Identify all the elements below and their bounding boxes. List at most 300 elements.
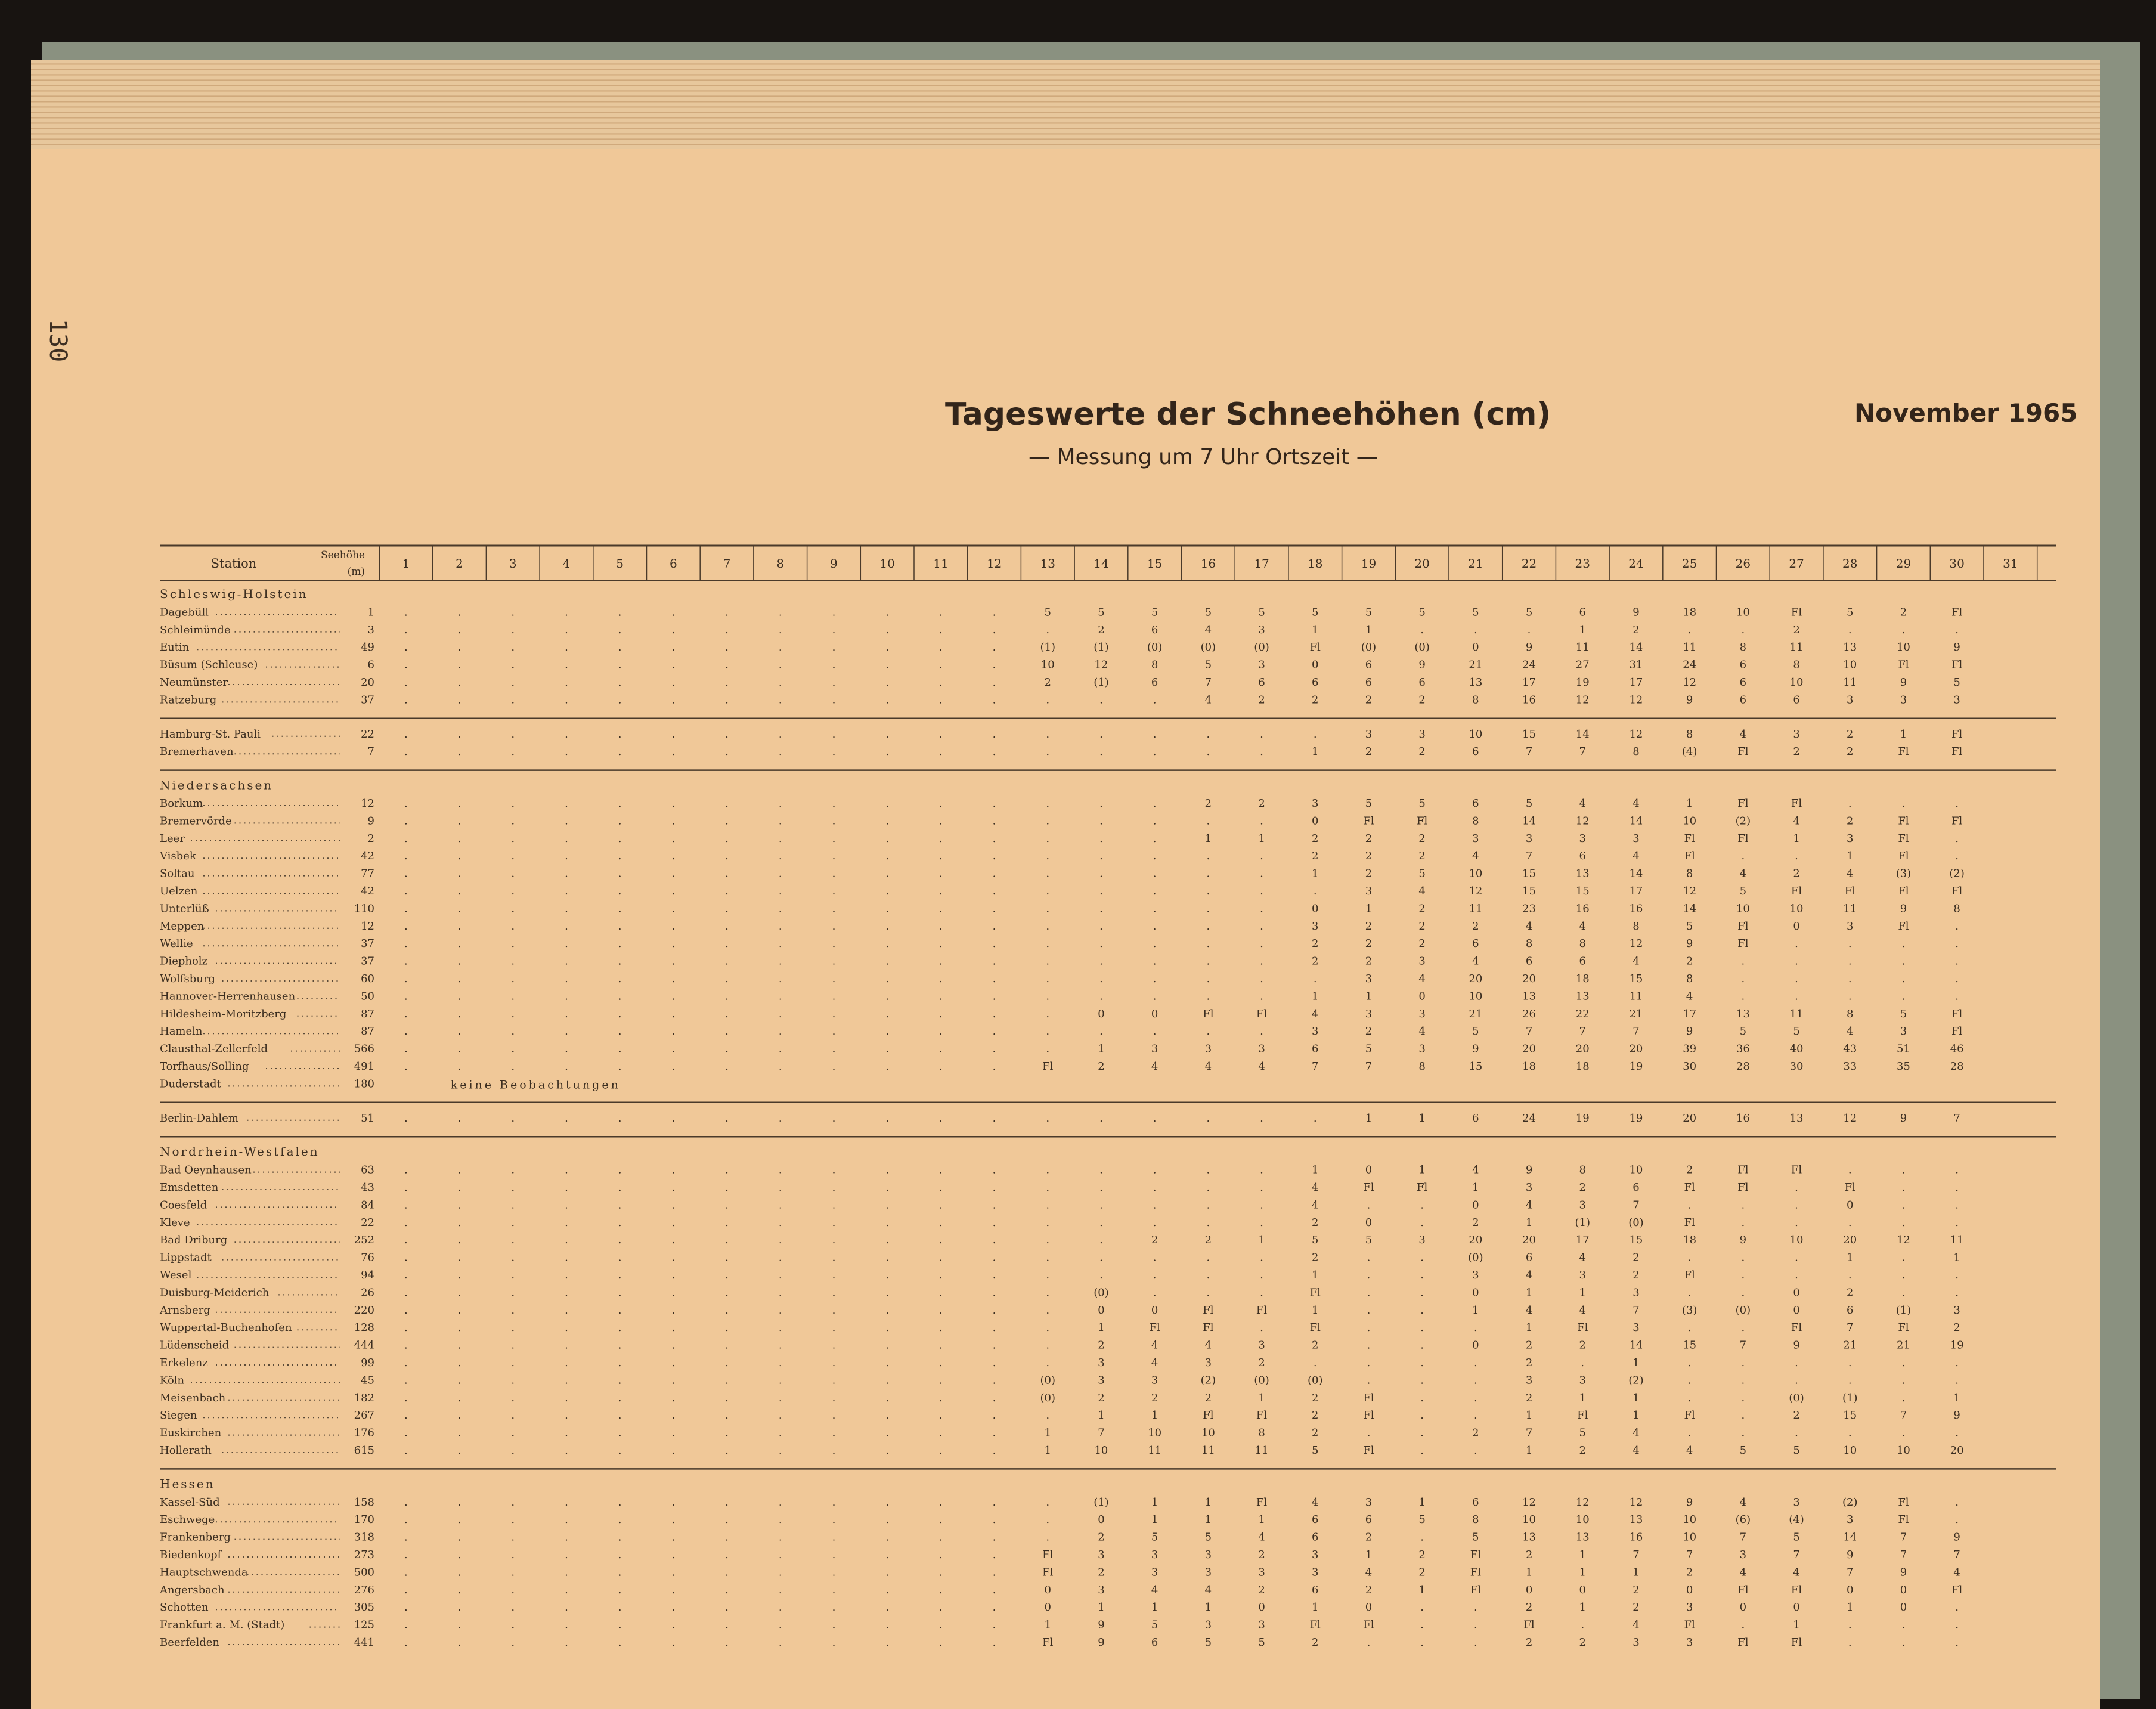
station-name: Uelzen [160,885,198,897]
snow-value: 0 [1579,1583,1586,1596]
snow-value: . [565,623,568,636]
snow-value: Fl [1951,885,1963,897]
station-elevation: 45 [361,1374,374,1387]
snow-value: 19 [1575,676,1590,689]
snow-value: 0 [1900,1601,1907,1614]
snow-value: 20 [1522,1234,1537,1247]
station-name: Bad Oeynhausen [160,1163,252,1177]
snow-value: (1) [1040,641,1055,654]
snow-value: . [1099,815,1103,828]
day-header-6: 6 [669,556,677,571]
station-name: Coesfeld [160,1199,207,1212]
snow-value: 27 [1575,658,1590,671]
snow-value: . [671,1339,676,1352]
station-elevation: 37 [361,937,374,951]
snow-value: 2 [1418,745,1426,758]
snow-value: . [1099,1163,1103,1177]
snow-value: . [885,1426,890,1439]
snow-value: Fl [1791,1321,1802,1335]
snow-value: . [511,1321,515,1335]
snow-value: 6 [1472,1496,1479,1509]
snow-value: . [992,1357,996,1369]
snow-value: Fl [1898,658,1909,671]
snow-value: (6) [1735,1513,1751,1527]
snow-value: 4 [1686,990,1693,1003]
snow-value: . [404,1042,408,1055]
snow-value: . [938,1496,943,1509]
snow-value: 5 [1312,1444,1319,1457]
snow-value: . [832,1391,836,1404]
snow-value: . [671,676,676,689]
snow-value: Fl [1898,1513,1909,1527]
station-name: Beerfelden [160,1636,219,1649]
snow-value: 11 [1843,902,1857,915]
snow-value: . [457,1321,461,1335]
snow-value: 10 [1789,902,1804,915]
snow-value: 2 [1258,1583,1265,1596]
snow-value: 7 [1847,1566,1854,1579]
snow-value: . [1367,1251,1371,1264]
snow-value: 1 [1847,1251,1854,1264]
snow-value: 2 [1365,693,1373,707]
snow-value: 0 [1686,1583,1693,1596]
snow-value: . [1046,1513,1050,1527]
snow-value: 10 [1469,990,1483,1003]
station-name: Arnsberg [160,1304,210,1317]
snow-value: . [938,1199,943,1212]
snow-value: 4 [1739,1496,1747,1509]
snow-value: . [1260,1216,1263,1229]
snow-value: 4 [1525,1304,1533,1317]
snow-value: . [404,1112,408,1125]
snow-value: . [885,1007,890,1020]
snow-value: . [511,1112,515,1125]
snow-value: . [1046,1531,1050,1544]
snow-value: . [1420,1269,1424,1281]
snow-value: 6 [1633,1181,1640,1194]
snow-value: . [1687,1199,1692,1212]
station-elevation: 87 [361,1007,374,1020]
snow-value: . [938,606,943,619]
snow-value: . [938,1549,943,1561]
snow-value: 3 [1793,727,1800,741]
snow-value: . [671,1181,676,1194]
snow-value: 3 [1204,1357,1212,1369]
snow-value: 6 [1472,937,1479,951]
snow-value: . [725,1042,729,1055]
snow-value: . [1848,1357,1852,1369]
snow-value: . [1581,1618,1585,1631]
snow-value: . [938,990,943,1003]
snow-value: 2 [1098,623,1105,636]
snow-value: . [511,1409,515,1422]
elevation-unit-header: (m) [347,566,365,578]
snow-value: 0 [1044,1583,1051,1596]
snow-value: . [1260,1112,1263,1125]
snow-value: 16 [1736,1112,1750,1125]
snow-value: 12 [1683,676,1697,689]
elevation-header: Seehöhe [321,549,365,561]
snow-value: . [1848,955,1852,968]
station-elevation: 305 [354,1601,374,1614]
snow-value: . [671,1531,676,1544]
snow-value: 4 [1204,693,1212,707]
day-header-10: 10 [879,556,895,571]
snow-value: . [1955,1636,1959,1649]
snow-value: . [1153,919,1157,933]
snow-value: . [1901,1181,1906,1194]
snow-value: 0 [1098,1007,1105,1020]
snow-value: 8 [1953,902,1960,915]
snow-value: . [671,797,676,810]
snow-value: . [404,1636,408,1649]
station-elevation: 87 [361,1025,374,1038]
snow-value: . [565,1426,568,1439]
snow-value: 3 [1365,1496,1373,1509]
snow-value: 20 [1683,1112,1697,1125]
snow-value: 8 [1418,1060,1426,1073]
snow-value: 5 [1044,606,1051,619]
snow-value: . [457,1391,461,1404]
snow-value: . [511,1042,515,1055]
station-elevation: 491 [354,1060,374,1073]
snow-value: . [618,815,622,828]
station-name: Wellie [160,937,193,951]
station-name: Duisburg-Meiderich [160,1286,270,1299]
snow-value: . [1153,1251,1157,1264]
snow-value: . [618,1339,622,1352]
snow-value: . [457,1426,461,1439]
snow-value: 3 [1633,1321,1640,1335]
station-name: Biedenkopf [160,1549,222,1561]
snow-value: 17 [1629,885,1643,897]
snow-value: 0 [1900,1583,1907,1596]
snow-value: . [1099,850,1103,863]
station-name: Ratzeburg [160,693,217,707]
snow-value: 5 [1418,1513,1426,1527]
snow-value: 12 [1683,885,1697,897]
snow-value: . [618,1636,622,1649]
snow-value: (2) [1200,1374,1216,1387]
snow-value: . [404,1513,408,1527]
snow-value: . [992,1566,996,1579]
snow-value: . [1153,902,1157,915]
snow-value: 10 [1789,1234,1804,1247]
station-elevation: 3 [367,623,374,636]
snow-value: 2 [1098,1060,1105,1073]
snow-value: 6 [1525,1251,1533,1264]
snow-value: . [992,937,996,951]
snow-value: . [404,1181,408,1194]
snow-value: Fl [1256,1007,1268,1020]
snow-value: 10 [1789,676,1804,689]
snow-value: 1 [1847,1601,1854,1614]
snow-value: . [885,623,890,636]
snow-value: 2 [1098,1391,1105,1404]
snow-value: . [404,1304,408,1317]
snow-value: . [1153,885,1157,897]
snow-value: 1 [1258,1234,1265,1247]
snow-value: 9 [1633,606,1640,619]
snow-value: 11 [1683,641,1697,654]
snow-value: Fl [1363,1181,1374,1194]
snow-value: . [618,832,622,845]
station-elevation: 22 [361,727,374,741]
snow-value: 3 [1365,885,1373,897]
snow-value: (0) [1468,1251,1483,1264]
snow-value: 5 [1365,606,1373,619]
snow-value: . [938,902,943,915]
snow-value: . [778,815,782,828]
snow-value: 2 [1472,919,1479,933]
snow-value: . [1795,850,1798,863]
snow-value: . [1153,797,1157,810]
snow-value: . [1046,623,1050,636]
snow-value: . [832,1339,836,1352]
station-elevation: 12 [361,797,374,810]
snow-value: 8 [1579,1163,1586,1177]
snow-value: 4 [1793,815,1800,828]
snow-value: . [938,676,943,689]
snow-value: 1 [1151,1601,1158,1614]
snow-value: 6 [1472,745,1479,758]
snow-value: . [1046,1199,1050,1212]
snow-value: 1 [1525,1566,1533,1579]
snow-value: 4 [1633,1444,1640,1457]
snow-value: . [1473,1636,1477,1649]
snow-value: 6 [1151,676,1158,689]
snow-value: 3 [1151,1549,1158,1561]
snow-value: 8 [1472,693,1479,707]
snow-value: . [1473,1618,1477,1631]
snow-value: 9 [1900,1566,1907,1579]
snow-value: . [671,1042,676,1055]
station-elevation: 267 [354,1409,374,1422]
snow-value: 1 [1312,623,1319,636]
snow-value: . [832,990,836,1003]
snow-value: . [778,1496,782,1509]
snow-value: . [992,1444,996,1457]
snow-value: . [1795,1374,1798,1387]
snow-value: . [938,1112,943,1125]
snow-value: Fl [1470,1583,1481,1596]
snow-value: . [992,832,996,845]
snow-value: . [404,1060,408,1073]
snow-value: . [457,658,461,671]
snow-value: . [404,1269,408,1281]
snow-value: . [1848,1216,1852,1229]
station-name: Hildesheim-Moritzberg [160,1007,287,1020]
snow-value: 7 [1900,1549,1907,1561]
snow-value: 3 [1579,1269,1586,1281]
snow-value: 20 [1469,1234,1483,1247]
snow-value: . [1206,919,1210,933]
snow-value: . [938,1163,943,1177]
snow-value: . [565,1549,568,1561]
snow-value: . [1848,937,1852,951]
snow-value: . [1741,1321,1745,1335]
snow-value: Fl [1203,1007,1214,1020]
snow-value: (0) [1147,641,1163,654]
snow-value: . [671,832,676,845]
snow-value: . [511,1496,515,1509]
snow-value: 1 [1525,1286,1533,1299]
snow-value: . [778,937,782,951]
snow-value: 2 [1847,745,1854,758]
snow-value: . [938,973,943,985]
snow-value: 2 [1312,1251,1319,1264]
snow-value: 5 [1472,606,1479,619]
snow-value: . [404,1444,408,1457]
snow-value: . [457,990,461,1003]
snow-value: . [832,885,836,897]
snow-value: . [938,745,943,758]
snow-value: . [778,1286,782,1299]
snow-value: . [618,1321,622,1335]
snow-value: Fl [1951,815,1963,828]
snow-value: . [565,850,568,863]
snow-value: . [725,641,729,654]
snow-value: . [832,727,836,741]
snow-value: 2 [1258,1549,1265,1561]
snow-value: . [778,1199,782,1212]
snow-value: Fl [1951,1025,1963,1038]
snow-value: . [885,1496,890,1509]
snow-value: . [511,1357,515,1369]
snow-value: . [832,1042,836,1055]
snow-value: . [565,1269,568,1281]
snow-value: 12 [1629,937,1643,951]
snow-value: . [404,1163,408,1177]
snow-value: 7 [1633,1549,1640,1561]
snow-value: . [618,1181,622,1194]
snow-value: . [1581,1357,1585,1369]
snow-value: 1 [1525,1216,1533,1229]
snow-value: 4 [1579,919,1586,933]
snow-value: . [778,919,782,933]
snow-value: . [618,606,622,619]
snow-value: . [725,1444,729,1457]
snow-value: 2 [1204,1234,1212,1247]
snow-value: . [671,850,676,863]
snow-value: . [1420,1251,1424,1264]
section-heading: Schleswig-Holstein [160,587,308,601]
snow-value: . [992,1007,996,1020]
snow-value: (1) [1895,1304,1912,1317]
station-elevation: 318 [354,1531,374,1544]
snow-value: . [725,1007,729,1020]
snow-value: 0 [1472,1286,1479,1299]
snow-value: Fl [1042,1549,1054,1561]
snow-value: Fl [1203,1321,1214,1335]
snow-value: 10 [1843,658,1857,671]
snow-value: . [457,1007,461,1020]
day-header-28: 28 [1842,556,1858,571]
snow-value: . [1046,1007,1050,1020]
station-elevation: 615 [354,1444,374,1457]
snow-value: . [511,902,515,915]
snow-value: 7 [1098,1426,1105,1439]
station-elevation: 37 [361,955,374,968]
snow-value: 4 [1312,1496,1319,1509]
snow-value: . [618,1286,622,1299]
snow-value: 9 [1793,1339,1800,1352]
snow-value: 2 [1258,693,1265,707]
snow-value: 3 [1418,727,1426,741]
day-header-2: 2 [456,556,463,571]
snow-value: 13 [1629,1513,1643,1527]
snow-value: . [832,1513,836,1527]
snow-value: . [457,1216,461,1229]
snow-value: . [671,1025,676,1038]
snow-value: . [778,1513,782,1527]
snow-value: . [1848,1374,1852,1387]
snow-value: 6 [1312,1583,1319,1596]
snow-value: . [457,815,461,828]
snow-value: . [457,1339,461,1352]
snow-value: 0 [1793,919,1800,933]
snow-value: 4 [1418,885,1426,897]
snow-value: . [1955,1601,1959,1614]
snow-value: . [1046,1286,1050,1299]
snow-value: 5 [1151,606,1158,619]
snow-value: . [778,1304,782,1317]
snow-value: . [885,727,890,741]
snow-value: . [1367,1286,1371,1299]
snow-value: 1 [1953,1391,1960,1404]
snow-value: 3 [1847,919,1854,933]
snow-value: 12 [1629,1496,1643,1509]
snow-value: . [404,937,408,951]
snow-value: . [671,1444,676,1457]
snow-value: . [885,1286,890,1299]
snow-value: . [457,1163,461,1177]
snow-value: . [778,850,782,863]
snow-value: 4 [1579,797,1586,810]
snow-value: . [618,1251,622,1264]
snow-value: . [992,1583,996,1596]
snow-value: . [671,1112,676,1125]
snow-value: . [1420,1339,1424,1352]
snow-value: 2 [1525,1601,1533,1614]
snow-value: 5 [1204,658,1212,671]
snow-value: Fl [1042,1060,1054,1073]
station-name: Kleve [160,1216,190,1229]
snow-value: . [938,1007,943,1020]
snow-value: . [992,1531,996,1544]
snow-value: 4 [1204,1060,1212,1073]
station-elevation: 99 [361,1357,374,1369]
snow-value: 3 [1151,1374,1158,1387]
snow-value: 3 [1525,1181,1533,1194]
snow-value: . [1260,745,1263,758]
snow-value: . [1260,867,1263,880]
snow-value: . [1206,1199,1210,1212]
snow-value: . [725,990,729,1003]
snow-value: 1 [1579,1286,1586,1299]
snow-value: . [618,885,622,897]
snow-value: Fl [1203,1304,1214,1317]
snow-value: . [885,641,890,654]
snow-value: (3) [1895,867,1912,880]
snow-value: . [725,919,729,933]
snow-value: Fl [1577,1409,1588,1422]
snow-value: 11 [1201,1444,1215,1457]
snow-value: . [1046,1112,1050,1125]
snow-value: . [511,955,515,968]
snow-value: 2 [1525,1357,1533,1369]
snow-value: Fl [1363,815,1374,828]
